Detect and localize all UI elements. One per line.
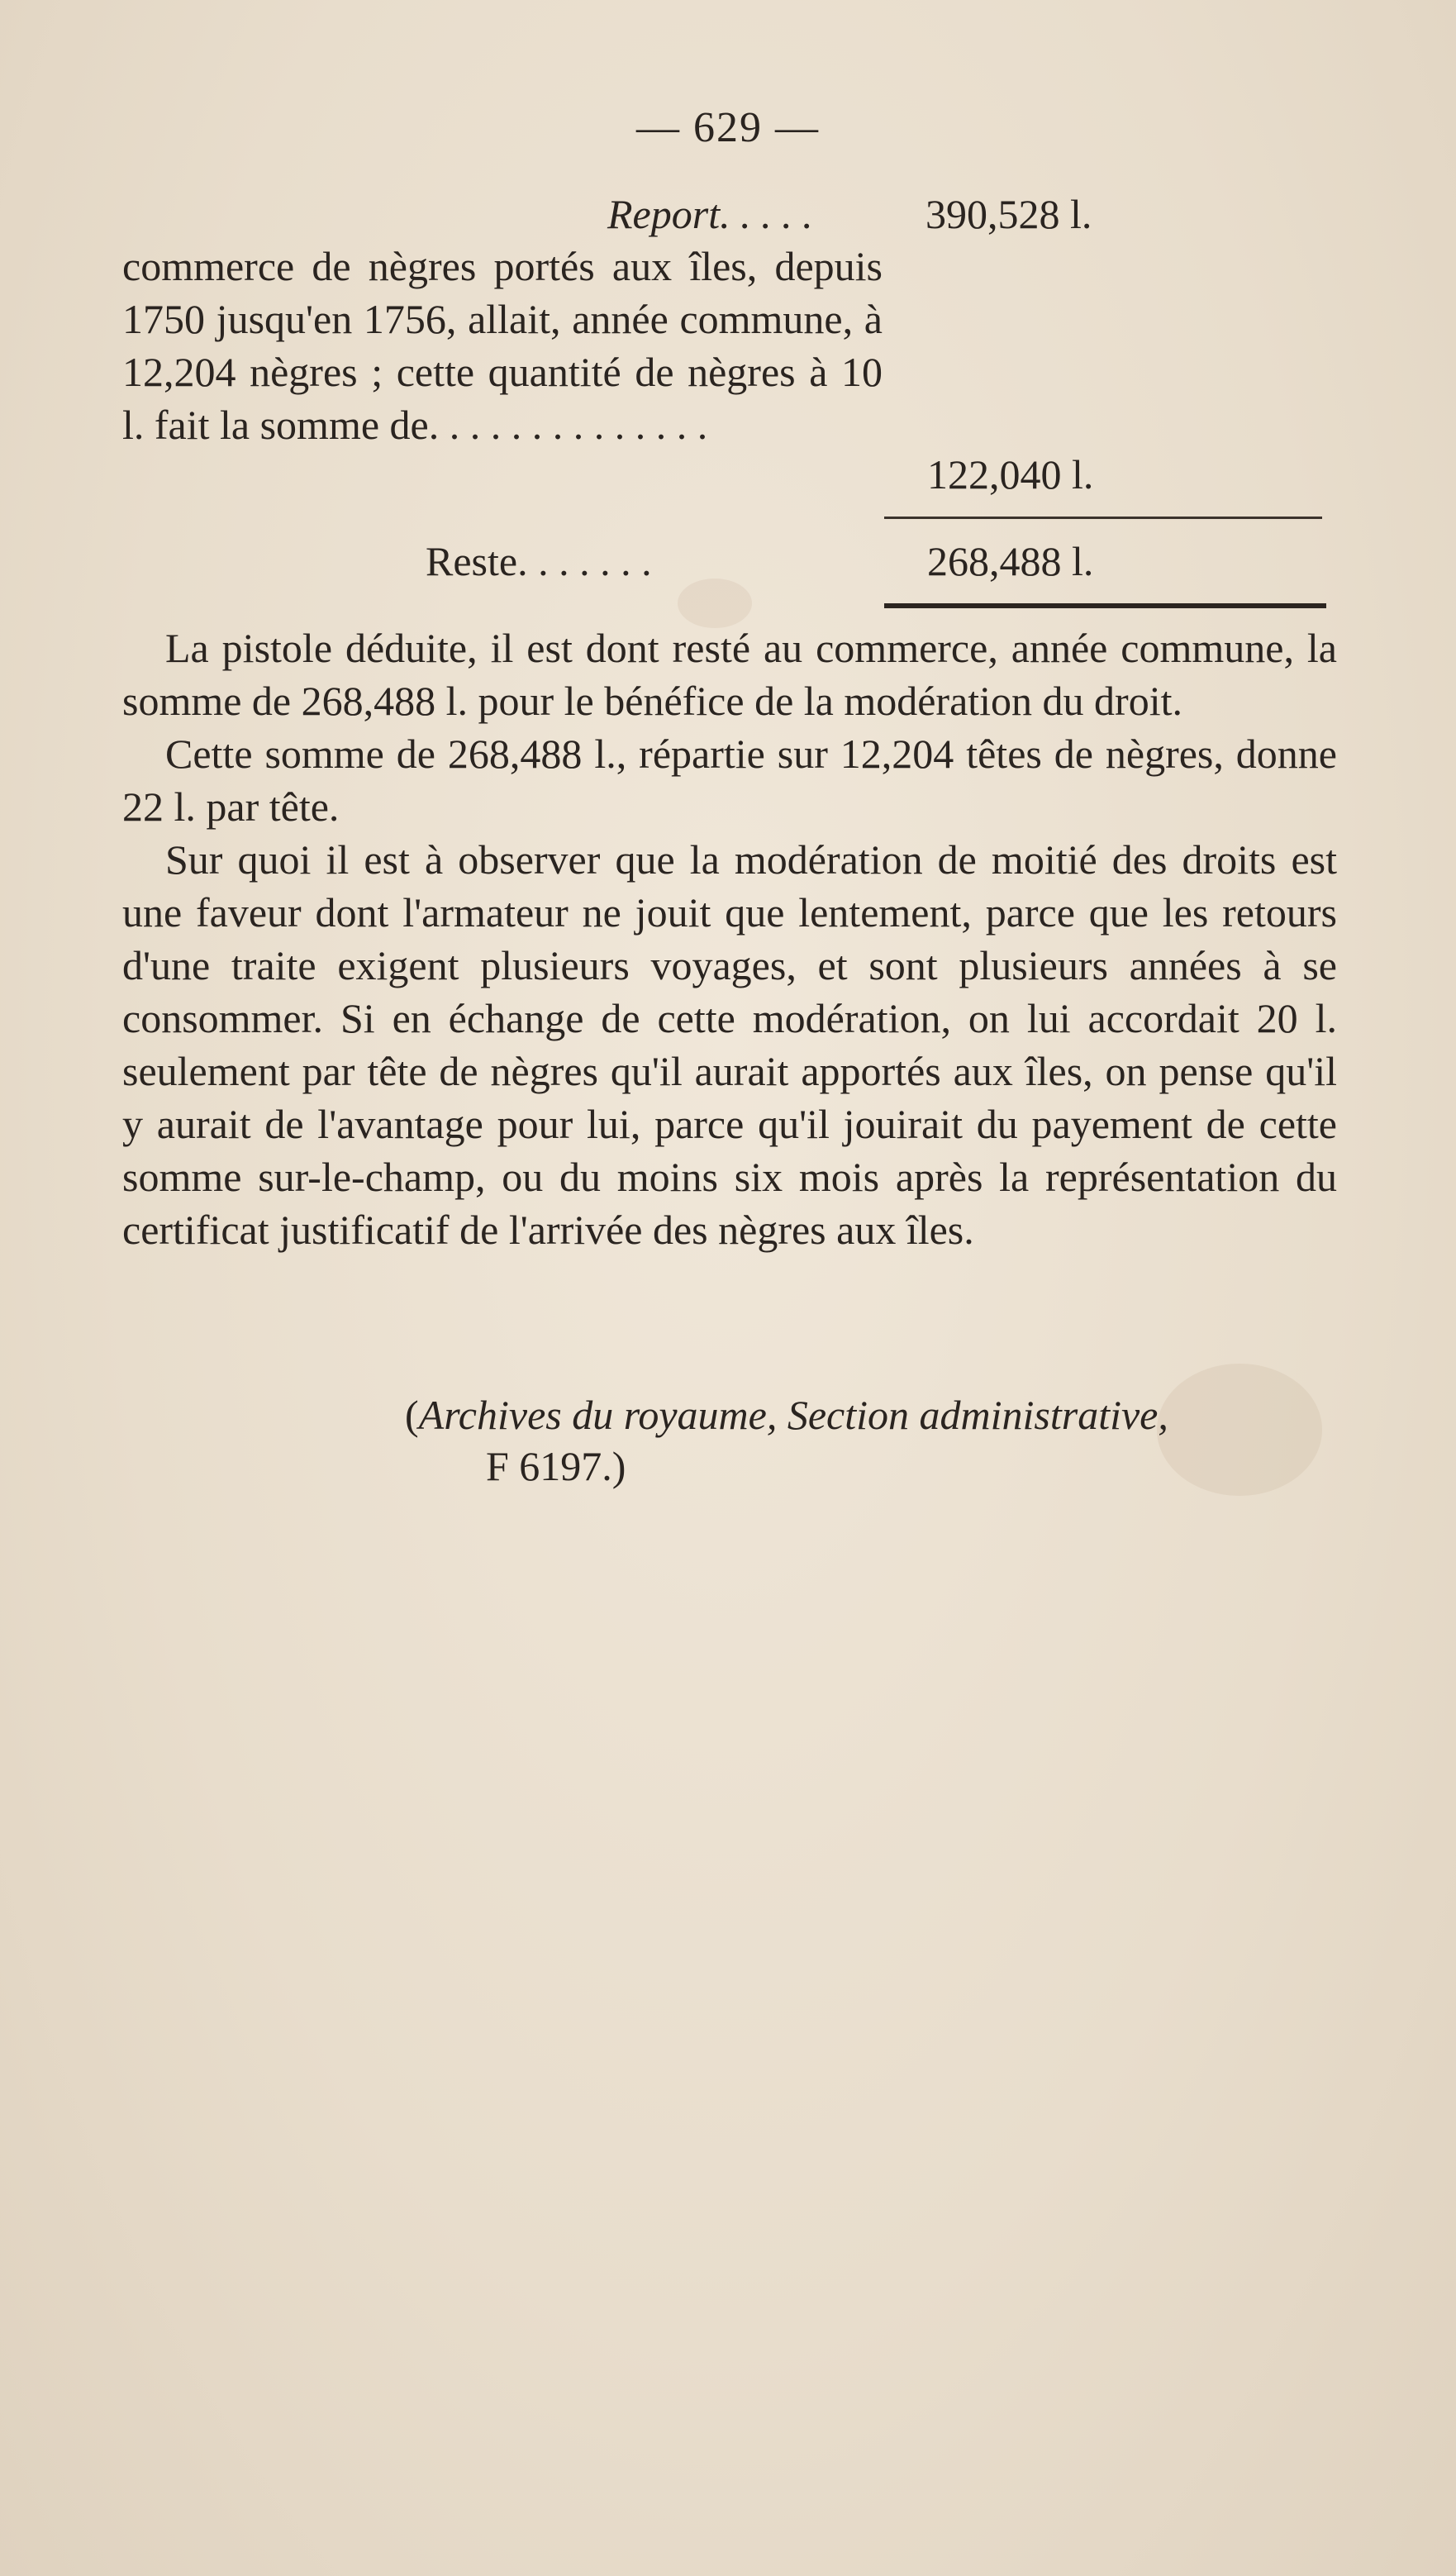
paper-stain	[1157, 1364, 1322, 1496]
citation	[405, 1388, 1168, 1441]
paragraph-pistole: La pistole déduite, il est dont resté au commerce, année commune, la somme de 268,488 l. pour le bénéfice de la modération du droit.	[122, 625, 1337, 724]
paper-stain	[678, 579, 752, 628]
citation-open: (	[405, 1392, 419, 1438]
commerce-sum-value: 122,040 l.	[927, 451, 1094, 498]
paragraph-observation: Sur quoi il est à observer que la modération de moitié des droits est une faveur dont l'armateur ne jouit que lentement, parce que les retours d'une traite exigent plusieurs voyages, et sont plusieurs années à se consommer. Si en échange de cette modération, on lui accordait 20 l. seulement par tête de nègres qu'il aurait apportés aux îles, on pense qu'il y aurait de l'avantage pour lui, parce qu'il jouirait du payement de cette somme sur-le-champ, ou du moins six mois après la représentation du certificat justificatif de l'arrivée des nègres aux îles.	[122, 836, 1337, 1253]
subtotal-rule	[884, 517, 1322, 519]
paragraph-repartition: Cette somme de 268,488 l., répartie sur 12,204 têtes de nègres, donne 22 l. par tête.	[122, 731, 1337, 830]
body-text	[122, 621, 1337, 1256]
citation-source: Archives du royaume, Section administrative,	[418, 1392, 1168, 1438]
rest-label: Reste. . . . . . .	[426, 538, 652, 584]
total-rule	[884, 603, 1326, 608]
commerce-paragraph: commerce de nègres portés aux îles, depuis 1750 jusqu'en 1756, allait, année commune, à 12,204 nègres ; cette quantité de nègres à 10 l. fait la somme de. . . . . . . . . . . . . .	[122, 243, 883, 448]
rest-value: 268,488 l.	[927, 538, 1094, 584]
page-number: — 629 —	[636, 104, 820, 151]
report-label: Report. . . . .	[607, 191, 813, 237]
report-value: 390,528 l.	[925, 191, 1092, 237]
citation-reference: F 6197.)	[486, 1443, 626, 1489]
